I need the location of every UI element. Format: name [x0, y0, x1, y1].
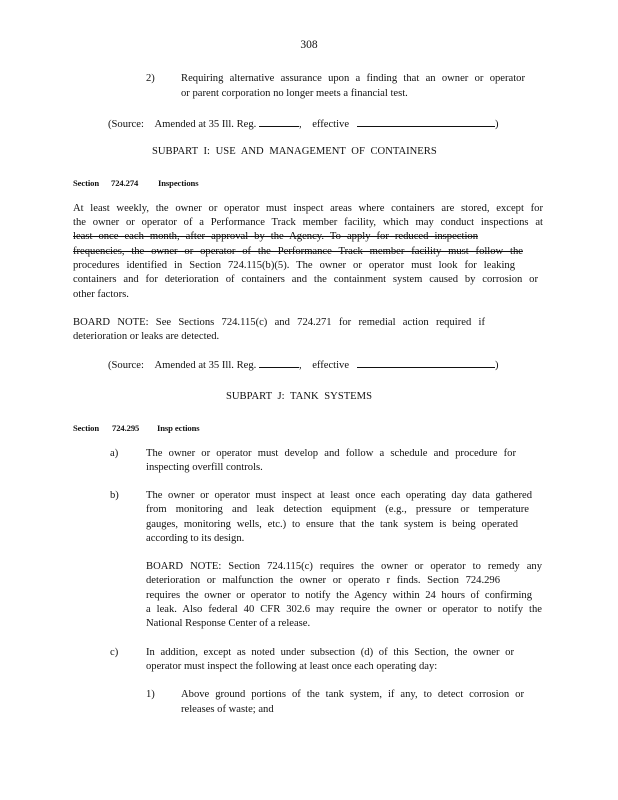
board-note-2-line-1: BOARD NOTE: Section 724.115(c) requires the owner or operator to remedy any [146, 561, 542, 572]
item-b-line-1: The owner or operator must inspect at least once each operating day data gathered [146, 490, 532, 501]
item-a-line-2: inspecting overfill controls. [146, 462, 263, 473]
item-b-line-3: gauges, monitoring wells, etc.) to ensure that the tank system is being operated [146, 519, 518, 530]
item-2-marker: 2) [146, 73, 155, 84]
board-note-1-line-1: BOARD NOTE: See Sections 724.115(c) and 724.271 for remedial action required if [73, 317, 485, 328]
section-724-295-number: 724.295 [112, 423, 140, 433]
reg-blank [259, 117, 299, 127]
item-c-line-2: operator must inspect the following at least once each operating day: [146, 661, 438, 672]
source-close: ) [495, 119, 499, 130]
source-effective: effective [312, 119, 350, 130]
source-note-1 [108, 117, 499, 132]
section-724-295-label: Section [73, 423, 100, 433]
section-724-274-line-7: other factors. [73, 289, 129, 300]
section-724-295-title: Insp ections [157, 423, 200, 433]
item-2-line-1: Requiring alternative assurance upon a finding that an owner or operator [181, 73, 525, 84]
effective-blank [357, 117, 495, 127]
page-number: 308 [300, 39, 318, 51]
source-amended: Amended at 35 Ill. Reg. [154, 360, 257, 371]
item-b-line-4: according to its design. [146, 533, 245, 544]
section-724-274-line-5: procedures identified in Section 724.115(b)(5). The owner or operator must look for leaking [73, 260, 515, 271]
deleted-text-line-1: least once each month, after approval by the Agency. To apply for reduced inspection [73, 231, 478, 242]
item-c1-line-1: Above ground portions of the tank system, if any, to detect corrosion or [181, 689, 524, 700]
section-724-274-label: Section [73, 178, 100, 188]
board-note-2-line-5: National Response Center of a release. [146, 618, 311, 629]
section-724-274-line-1: At least weekly, the owner or operator must inspect areas where containers are stored, except for [73, 203, 543, 214]
section-724-274-number: 724.274 [111, 178, 139, 188]
subpart-i-heading: SUBPART I: USE AND MANAGEMENT OF CONTAINERS [152, 146, 437, 157]
subpart-j-heading: SUBPART J: TANK SYSTEMS [226, 391, 372, 402]
source-amended: Amended at 35 Ill. Reg. [154, 119, 257, 130]
source-close: ) [495, 360, 499, 371]
board-note-1-line-2: deterioration or leaks are detected. [73, 331, 220, 342]
section-724-274-line-2: the owner or operator of a Performance Track member facility, which may conduct inspections at [73, 217, 543, 228]
board-note-2-line-3: requires the owner or operator to notify the Agency within 24 hours of confirming [146, 590, 532, 601]
item-c1-marker: 1) [146, 689, 155, 700]
item-b-marker: b) [110, 490, 119, 501]
effective-blank [357, 358, 495, 368]
section-724-274-line-6: containers and for deterioration of containers and the containment system caused by corrosion or [73, 274, 538, 285]
item-c1-line-2: releases of waste; and [181, 704, 274, 715]
section-724-274-title: Inspections [158, 178, 199, 188]
reg-blank [259, 358, 299, 368]
source-comma: , [298, 360, 302, 371]
board-note-2-line-2: deterioration or malfunction the owner or operato r finds. Section 724.296 [146, 575, 500, 586]
item-c-marker: c) [110, 647, 119, 658]
source-prefix: (Source: [108, 360, 144, 371]
item-a-line-1: The owner or operator must develop and follow a schedule and procedure for [146, 448, 516, 459]
item-a-marker: a) [110, 448, 119, 459]
source-prefix: (Source: [108, 119, 144, 130]
item-b-line-2: from monitoring and leak detection equipment (e.g., pressure or temperature [146, 504, 529, 515]
item-2-line-2: or parent corporation no longer meets a financial test. [181, 88, 408, 99]
board-note-2-line-4: a leak. Also federal 40 CFR 302.6 may require the owner or operator to notify the [146, 604, 542, 615]
deleted-text-line-2: frequencies, the owner or operator of the Performance Track member facility must follow the [73, 246, 523, 257]
source-note-2 [108, 358, 499, 373]
item-c-line-1: In addition, except as noted under subsection (d) of this Section, the owner or [146, 647, 514, 658]
source-effective: effective [312, 360, 350, 371]
source-comma: , [298, 119, 302, 130]
